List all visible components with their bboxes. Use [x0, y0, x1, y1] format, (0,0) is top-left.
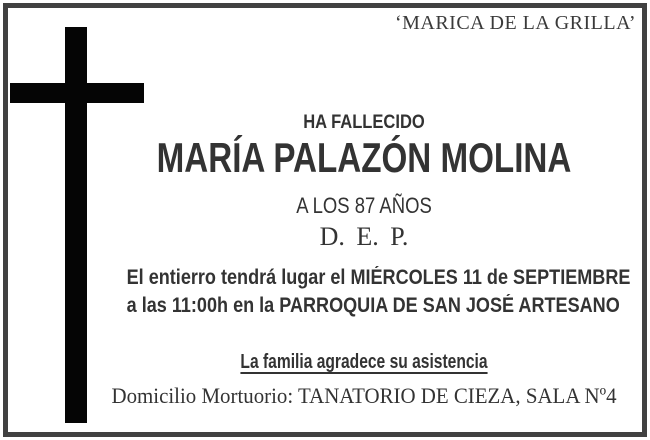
- mortuary-line: Domicilio Mortuorio: TANATORIO DE CIEZA, SALA Nº4: [111, 383, 617, 408]
- deceased-name: MARÍA PALAZÓN MOLINA: [156, 134, 572, 181]
- funeral-line-1: El entierro tendrá lugar el MIÉRCOLES 11 de SEPTIEMBRE: [126, 266, 631, 289]
- age-line: A LOS 87 AÑOS: [296, 193, 432, 218]
- notice-content: [88, 0, 640, 440]
- pre-title: HA FALLECIDO: [303, 112, 425, 133]
- funeral-line-2: a las 11:00h en la PARROQUIA DE SAN JOSÉ ARTESANO: [126, 294, 620, 317]
- funeral-details: [88, 264, 640, 324]
- publication-name: ‘MARICA DE LA GRILLA’: [394, 12, 636, 34]
- thanks-line: La familia agradece su asistencia: [240, 351, 488, 373]
- rip-abbreviation: D. E. P.: [319, 222, 409, 251]
